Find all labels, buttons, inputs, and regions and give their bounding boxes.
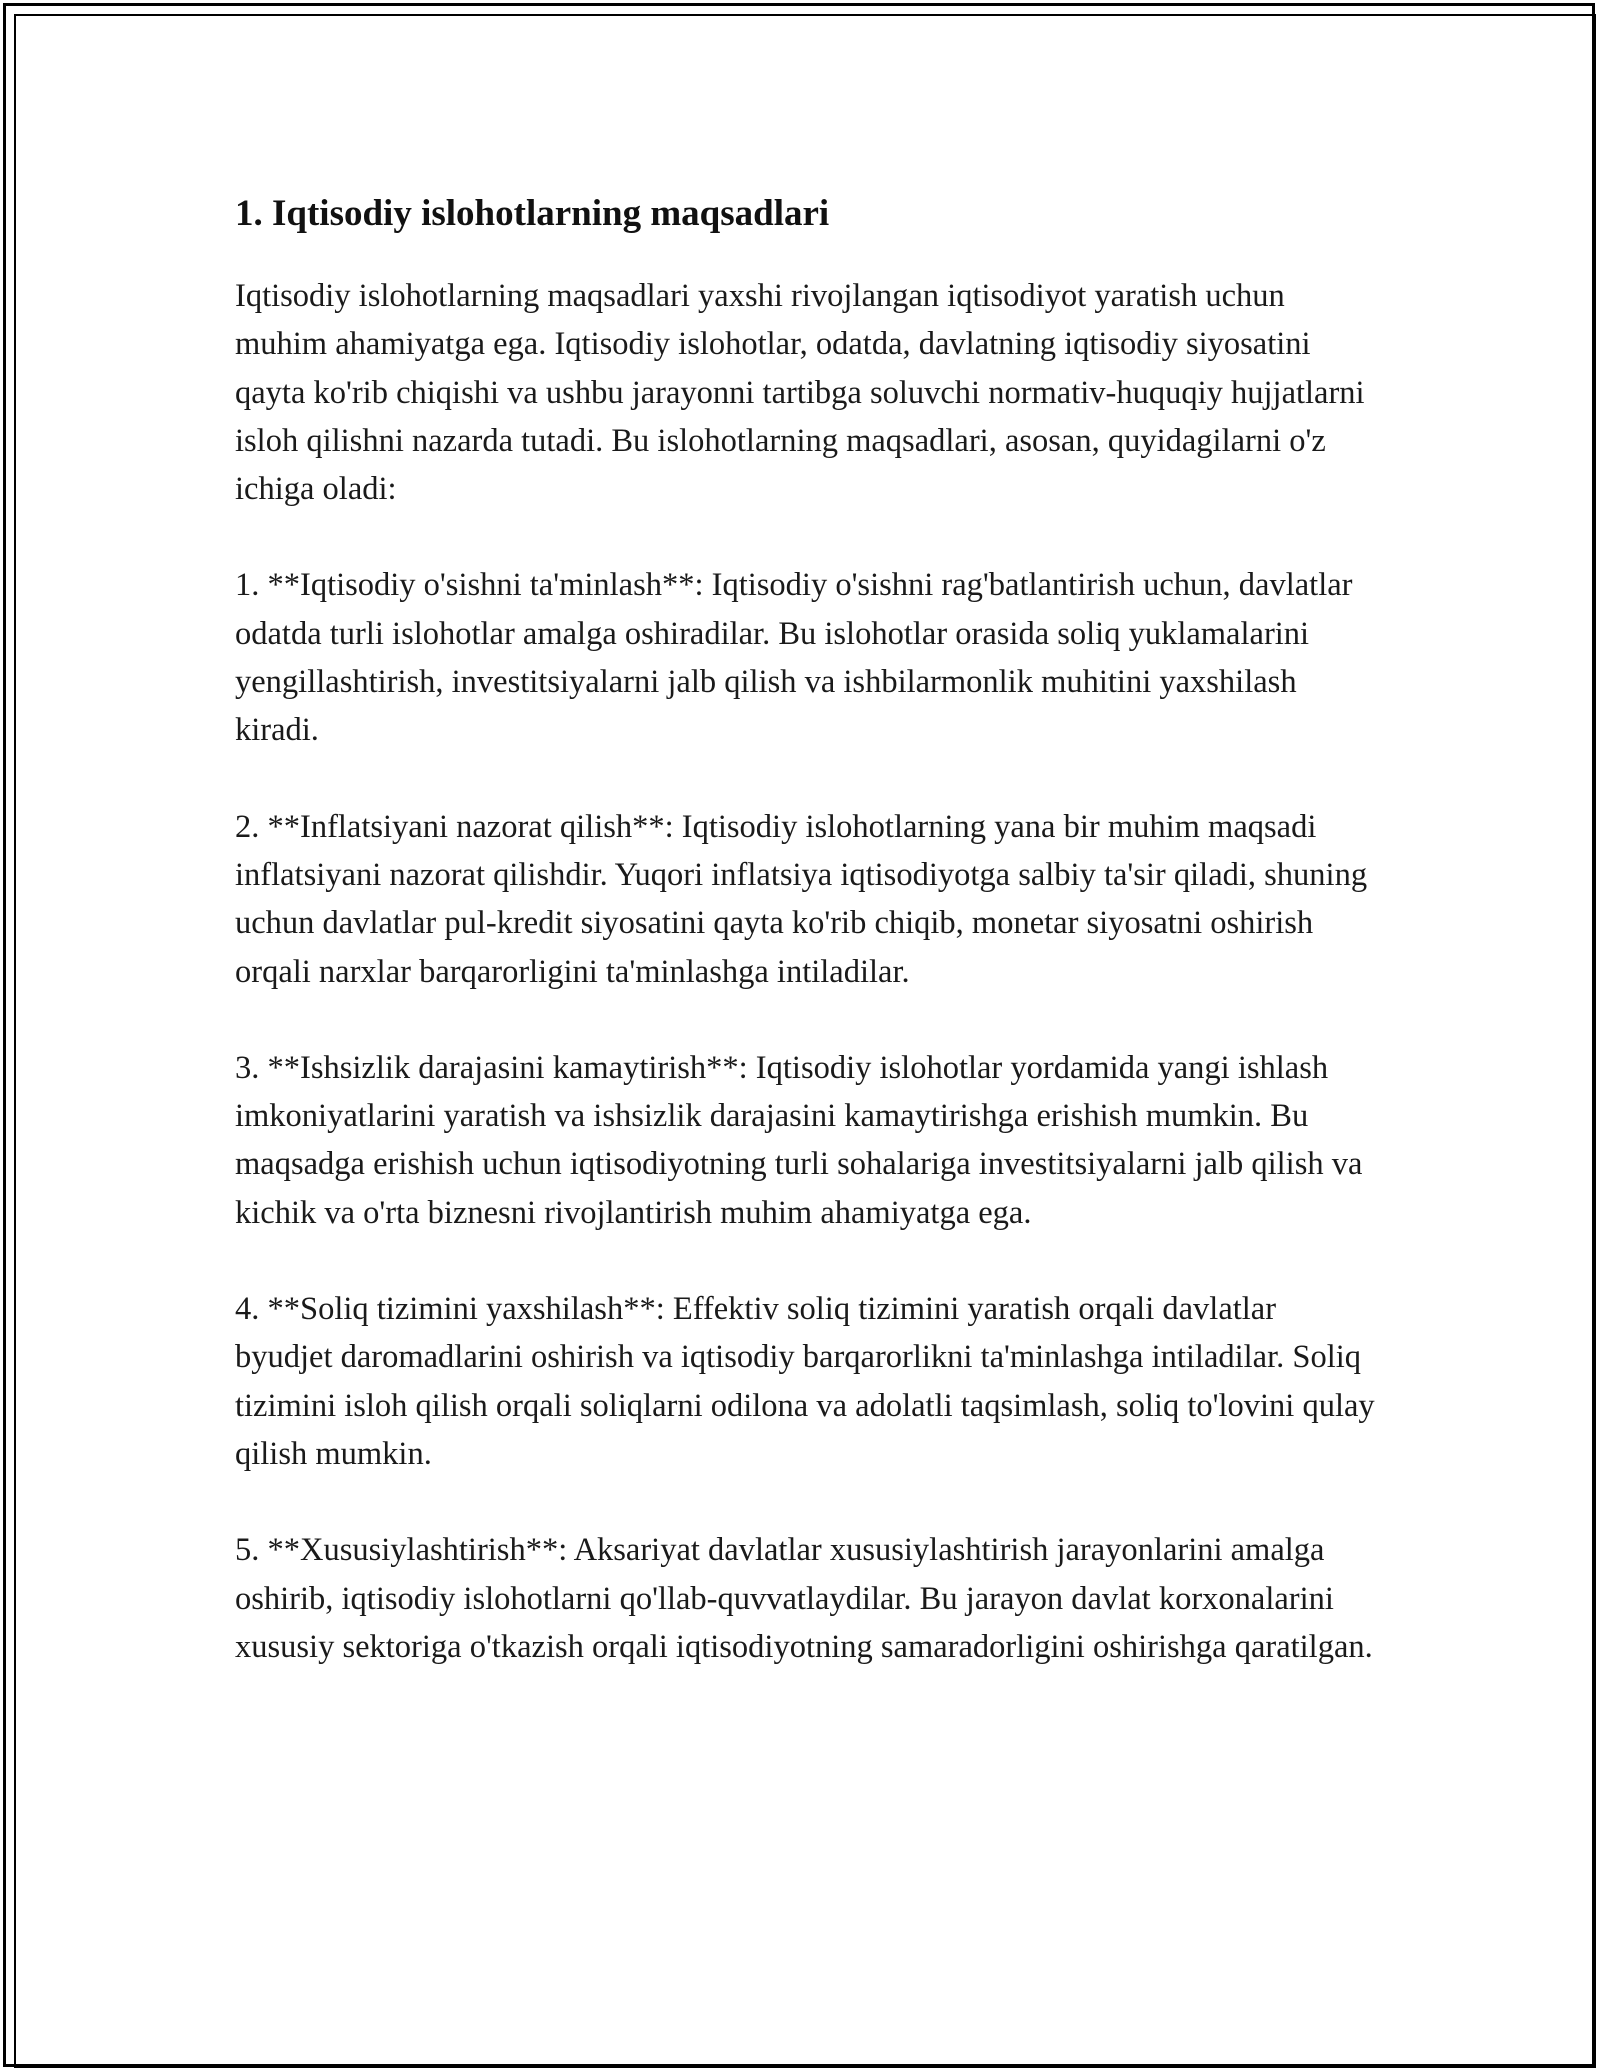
- intro-paragraph: Iqtisodiy islohotlarning maqsadlari yaxshi rivojlangan iqtisodiyot yaratish uchun muhim ahamiyatga ega. Iqtisodiy islohotlar, odatda, davlatning iqtisodiy siyosatini qayta ko'rib chiqishi va ushbu jarayonni tartibga soluvchi normativ-huquqiy hujjatlarni isloh qilishni nazarda tutadi. Bu islohotlarning maqsadlari, asosan, quyidagilarni o'z ichiga oladi:: [235, 278, 1365, 508]
- document-body: [235, 186, 1380, 1719]
- section-title: 1. Iqtisodiy islohotlarning maqsadlari: [235, 193, 830, 234]
- list-item-privatization: 5. **Xususiylashtirish**: Aksariyat davlatlar xususiylashtirish jarayonlarini amalga oshirib, iqtisodiy islohotlarni qo'llab-quvvatlaydilar. Bu jarayon davlat korxonalarini xususiy sektoriga o'tkazish orqali iqtisodiyotning samaradorligini oshirishga qaratilgan.: [235, 1532, 1373, 1665]
- list-item-tax-system: 4. **Soliq tizimini yaxshilash**: Effektiv soliq tizimini yaratish orqali davlatlar byudjet daromadlarini oshirish va iqtisodiy barqarorlikni ta'minlashga intiladilar. Soliq tizimini isloh qilish orqali soliqlarni odilona va adolatli taqsimlash, soliq to'lovini qulay qilish mumkin.: [235, 1291, 1375, 1472]
- list-item-inflation-control: 2. **Inflatsiyani nazorat qilish**: Iqtisodiy islohotlarning yana bir muhim maqsadi inflatsiyani nazorat qilishdir. Yuqori inflatsiya iqtisodiyotga salbiy ta'sir qiladi, shuning uchun davlatlar pul-kredit siyosatini qayta ko'rib chiqib, monetar siyosatni oshirish orqali narxlar barqarorligini ta'minlashga intiladilar.: [235, 808, 1368, 990]
- list-item-economic-growth: 1. **Iqtisodiy o'sishni ta'minlash**: Iqtisodiy o'sishni rag'batlantirish uchun, davlatlar odatda turli islohotlar amalga oshiradilar. Bu islohotlar orasida soliq yuklamalarini yengillashtirish, investitsiyalarni jalb qilish va ishbilarmonlik muhitini yaxshilash kiradi.: [235, 567, 1353, 749]
- list-item-unemployment: 3. **Ishsizlik darajasini kamaytirish**: Iqtisodiy islohotlar yordamida yangi ishlash imkoniyatlarini yaratish va ishsizlik darajasini kamaytirishga erishish mumkin. Bu maqsadga erishish uchun iqtisodiyotning turli sohalariga investitsiyalarni jalb qilish va kichik va o'rta biznesni rivojlantirish muhim ahamiyatga ega.: [235, 1049, 1363, 1231]
